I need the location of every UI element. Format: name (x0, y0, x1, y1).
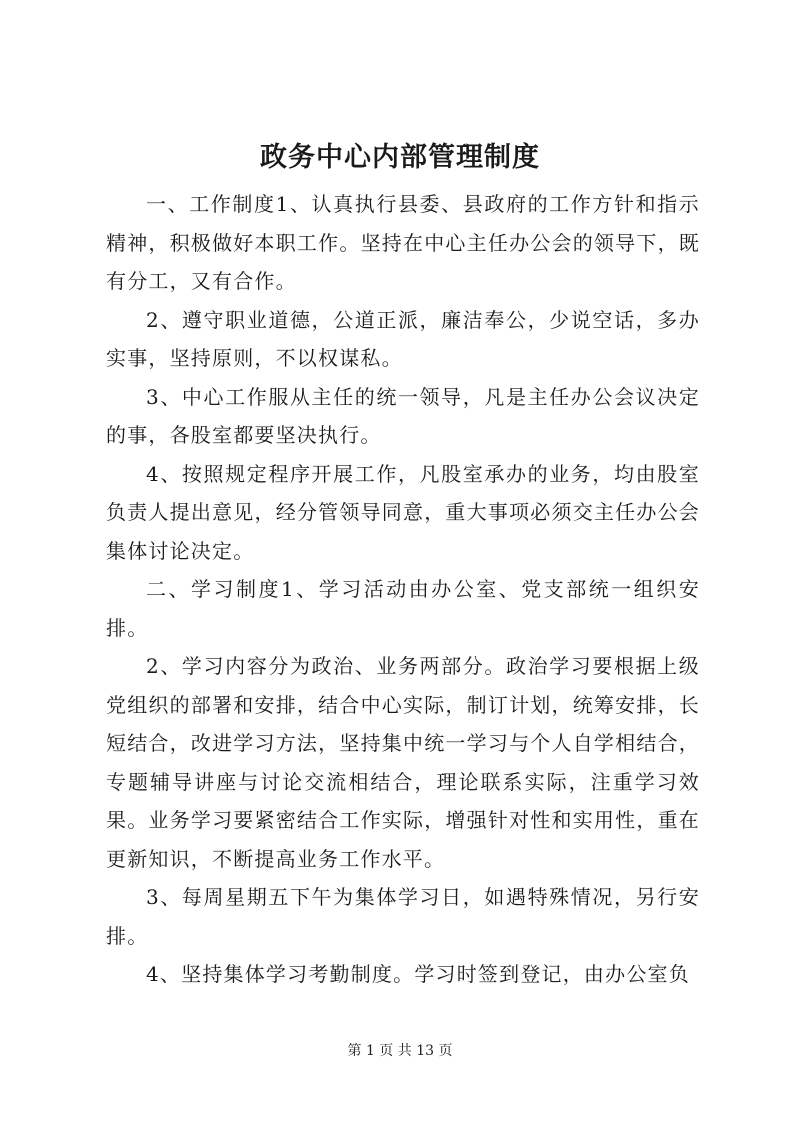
paragraph: 2、遵守职业道德，公道正派，廉洁奉公，少说空话，多办实事，坚持原则，不以权谋私。 (106, 307, 700, 370)
paragraph: 4、坚持集体学习考勤制度。学习时签到登记，由办公室负 (146, 962, 690, 986)
paragraph: 3、每周星期五下午为集体学习日，如遇特殊情况，另行安排。 (106, 885, 700, 948)
paragraph: 3、中心工作服从主任的统一领导，凡是主任办公会议决定的事，各股室都要坚决执行。 (106, 384, 700, 447)
page-number-footer: 第 1 页 共 13 页 (347, 1043, 453, 1059)
paragraph: 2、学习内容分为政治、业务两部分。政治学习要根据上级党组织的部署和安排，结合中心实际，制订计划，统筹安排，长短结合，改进学习方法，坚持集中统一学习与个人自学相结合，专题辅导讲座与讨论交流相结合，理论联系实际，注重学习效果。业务学习要紧密结合工作实际，增强针对性和实用性，重在更新知识，不断提高业务工作水平。 (106, 654, 700, 871)
paragraph: 一、工作制度1、认真执行县委、县政府的工作方针和指示精神，积极做好本职工作。坚持在中心主任办公会的领导下，既有分工，又有合作。 (106, 192, 700, 293)
paragraph: 4、按照规定程序开展工作，凡股室承办的业务，均由股室负责人提出意见，经分管领导同意，重大事项必须交主任办公会集体讨论决定。 (106, 461, 700, 563)
document-body (106, 185, 700, 994)
document-title: 政务中心内部管理制度 (260, 142, 540, 173)
paragraph: 二、学习制度1、学习活动由办公室、党支部统一组织安排。 (106, 577, 700, 640)
